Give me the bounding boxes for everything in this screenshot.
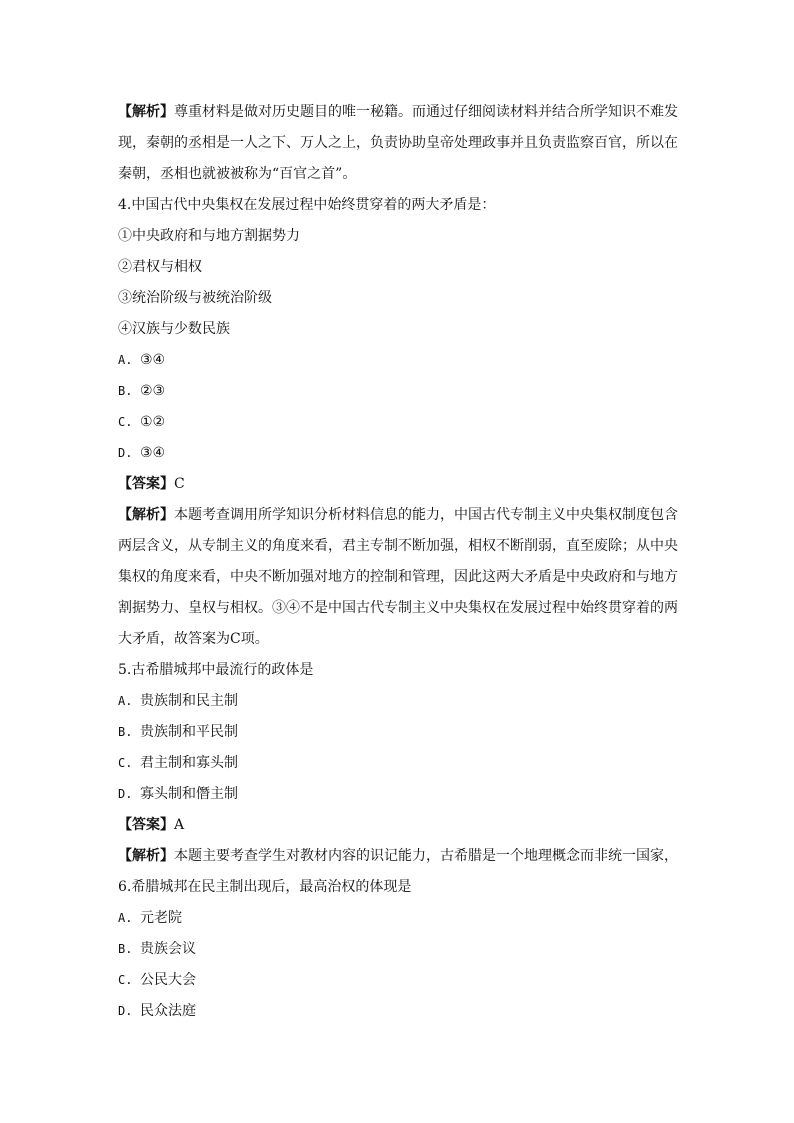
question-4-analysis (118, 500, 678, 655)
document-page (118, 97, 678, 1027)
option-text: 寡头制和僭主制 (140, 786, 238, 802)
question-5-option-c (118, 748, 678, 779)
question-6-stem: 6.希腊城邦在民主制出现后，最高治权的体现是 (118, 879, 412, 895)
option-text: ①② (140, 414, 166, 430)
option-text: 贵族制和民主制 (140, 693, 238, 709)
question-4-stem: 4.中国古代中央集权在发展过程中始终贯穿着的两大矛盾是： (118, 197, 496, 213)
question-4-option-c (118, 407, 678, 438)
question-4-option-a (118, 345, 678, 376)
option-text: ②③ (140, 383, 166, 399)
option-letter: C. (118, 973, 133, 987)
question-4-option-d (118, 438, 678, 469)
answer-tag: 【答案】 (118, 476, 174, 492)
question-6-option-c (118, 965, 678, 996)
option-letter: A. (118, 694, 133, 708)
question-5-option-a (118, 686, 678, 717)
question-6-option-d (118, 996, 678, 1027)
question-5-analysis (118, 841, 678, 872)
option-text: 公民大会 (140, 972, 196, 988)
question-4-item-1: ①中央政府和与地方割据势力 (118, 228, 300, 244)
option-letter: B. (118, 384, 133, 398)
question-5-option-d (118, 779, 678, 810)
option-text: 贵族会议 (140, 941, 196, 957)
question-4-item-2: ②君权与相权 (118, 259, 202, 275)
analysis-text: 尊重材料是做对历史题目的唯一秘籍。而通过仔细阅读材料并结合所学知识不难发现，秦朝的丞相是一人之下、万人之上，负责协助皇帝处理政事并且负责监察百官，所以在秦朝，丞相也就被被称为“百官之首”。 (118, 104, 678, 182)
option-text: 元老院 (140, 910, 182, 926)
answer-tag: 【答案】 (118, 817, 174, 833)
question-4-answer (118, 469, 678, 500)
analysis-tag: 【解析】 (118, 848, 174, 864)
question-4-item-3: ③统治阶级与被统治阶级 (118, 290, 272, 306)
answer-value: A (174, 817, 185, 833)
option-letter: D. (118, 446, 133, 460)
question-4-option-b (118, 376, 678, 407)
option-text: ③④ (140, 352, 166, 368)
question-5-answer (118, 810, 678, 841)
question-5-stem: 5.古希腊城邦中最流行的政体是 (118, 662, 314, 678)
option-letter: D. (118, 1004, 133, 1018)
option-text: ③④ (140, 445, 166, 461)
analysis-tag: 【解析】 (118, 507, 174, 523)
analysis-tag: 【解析】 (118, 104, 174, 120)
question-4-item-4: ④汉族与少数民族 (118, 321, 230, 337)
question-6-option-a (118, 903, 678, 934)
answer-value: C (174, 476, 185, 492)
question-6-option-b (118, 934, 678, 965)
analysis-text: 本题考查调用所学知识分析材料信息的能力，中国古代专制主义中央集权制度包含两层含义，从专制主义的角度来看，君主专制不断加强，相权不断削弱，直至废除；从中央集权的角度来看，中央不断加强对地方的控制和管理，因此这两大矛盾是中央政府和与地方割据势力、皇权与相权。③④不是中国古代专制主义中央集权在发展过程中始终贯穿着的两大矛盾，故答案为C项。 (118, 507, 678, 647)
option-letter: B. (118, 725, 133, 739)
option-letter: A. (118, 911, 133, 925)
option-text: 民众法庭 (140, 1003, 196, 1019)
question-5-option-b (118, 717, 678, 748)
option-letter: D. (118, 787, 133, 801)
analysis-text: 本题主要考查学生对教材内容的识记能力，古希腊是一个地理概念而非统一国家， (174, 848, 678, 864)
option-text: 贵族制和平民制 (140, 724, 238, 740)
option-letter: C. (118, 415, 133, 429)
option-letter: B. (118, 942, 133, 956)
analysis-paragraph-1 (118, 97, 678, 190)
option-text: 君主制和寡头制 (140, 755, 238, 771)
option-letter: C. (118, 756, 133, 770)
option-letter: A. (118, 353, 133, 367)
